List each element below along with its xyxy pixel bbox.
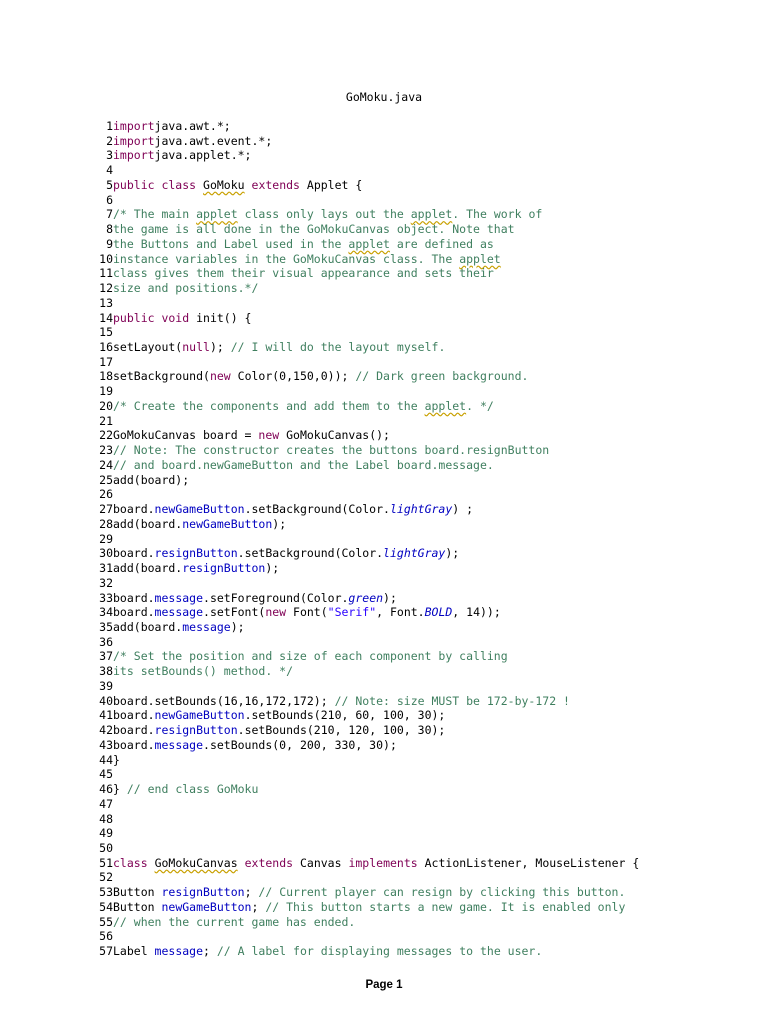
line-number: 52 bbox=[99, 870, 113, 885]
code-token: .setBounds(0, 200, 330, 30); bbox=[203, 737, 397, 752]
code-token: GoMoku bbox=[203, 177, 245, 192]
code-token: public void bbox=[113, 310, 190, 325]
code-text bbox=[113, 414, 754, 429]
line-number: 19 bbox=[99, 384, 113, 399]
code-line bbox=[94, 591, 754, 606]
line-number: 37 bbox=[99, 649, 113, 664]
code-token: implements bbox=[348, 855, 418, 870]
code-text bbox=[113, 428, 754, 443]
code-token: /* Create the components and add them to the bbox=[113, 398, 425, 413]
code-line bbox=[94, 458, 754, 473]
code-token: ); bbox=[265, 561, 280, 576]
code-text bbox=[113, 605, 754, 620]
line-number: 29 bbox=[99, 531, 113, 546]
code-text bbox=[113, 266, 754, 281]
line-number: 39 bbox=[99, 678, 113, 693]
code-text bbox=[113, 576, 754, 591]
code-text bbox=[113, 252, 754, 267]
code-line bbox=[94, 384, 754, 399]
code-line bbox=[94, 369, 754, 384]
code-token: // Note: size MUST be 172-by-172 ! bbox=[334, 693, 570, 708]
code-line bbox=[94, 767, 754, 782]
code-text bbox=[113, 487, 754, 502]
code-text bbox=[113, 340, 754, 355]
code-text bbox=[113, 163, 754, 178]
code-line bbox=[94, 885, 754, 900]
code-token: applet bbox=[424, 398, 467, 413]
line-number: 20 bbox=[99, 398, 113, 413]
code-token: add(board. bbox=[113, 561, 183, 576]
code-text bbox=[113, 134, 754, 149]
code-line bbox=[94, 281, 754, 296]
code-token: resignButton bbox=[182, 561, 266, 576]
line-number: 3 bbox=[106, 148, 113, 163]
code-line bbox=[94, 826, 754, 841]
line-number: 6 bbox=[106, 192, 113, 207]
code-text bbox=[113, 915, 754, 930]
code-text bbox=[113, 812, 754, 827]
code-token: // and board.newGameButton and the Label board.message. bbox=[113, 457, 494, 472]
code-token: newGameButton bbox=[161, 899, 252, 914]
line-number: 23 bbox=[99, 443, 113, 458]
code-line bbox=[94, 812, 754, 827]
code-text bbox=[113, 546, 754, 561]
code-line bbox=[94, 134, 754, 149]
code-text bbox=[113, 237, 754, 252]
line-number: 47 bbox=[99, 796, 113, 811]
code-token: ); bbox=[383, 590, 397, 605]
code-token bbox=[245, 178, 252, 192]
code-token: /* The main bbox=[113, 207, 197, 222]
code-text bbox=[113, 694, 754, 709]
code-line bbox=[94, 753, 754, 768]
code-token: resignButton bbox=[161, 885, 245, 900]
line-number: 54 bbox=[99, 899, 113, 914]
code-token: java.applet.*; bbox=[154, 148, 252, 163]
code-text bbox=[113, 738, 754, 753]
code-line bbox=[94, 428, 754, 443]
code-line bbox=[94, 163, 754, 178]
code-token: BOLD bbox=[424, 605, 453, 620]
code-text bbox=[113, 473, 754, 488]
code-token: // end class GoMoku bbox=[126, 782, 259, 797]
code-text bbox=[113, 900, 754, 915]
line-number: 5 bbox=[106, 177, 113, 192]
code-line bbox=[94, 708, 754, 723]
line-number: 18 bbox=[99, 369, 113, 384]
code-token: java.awt.event.*; bbox=[154, 133, 273, 148]
code-token: lightGray bbox=[383, 546, 446, 561]
line-number: 24 bbox=[99, 457, 113, 472]
code-text bbox=[113, 561, 754, 576]
code-token: , Font. bbox=[376, 605, 425, 620]
code-line bbox=[94, 635, 754, 650]
code-token: // I will do the layout myself. bbox=[230, 340, 446, 355]
code-token: green bbox=[348, 590, 384, 605]
code-token: board. bbox=[113, 590, 155, 605]
code-token: Font( bbox=[286, 605, 328, 620]
code-token: ; bbox=[203, 944, 217, 959]
code-line bbox=[94, 207, 754, 222]
line-number: 51 bbox=[99, 855, 113, 870]
code-token: // Dark green background. bbox=[355, 369, 529, 384]
line-number: 15 bbox=[99, 325, 113, 340]
code-token: . The work of bbox=[452, 207, 543, 222]
code-token: newGameButton bbox=[154, 708, 245, 723]
code-line bbox=[94, 576, 754, 591]
code-text bbox=[113, 296, 754, 311]
line-number: 16 bbox=[99, 340, 113, 355]
line-number: 40 bbox=[99, 693, 113, 708]
code-line bbox=[94, 340, 754, 355]
code-token: // Note: The constructor creates the buttons board.resignButton bbox=[113, 443, 550, 458]
code-token: board. bbox=[113, 723, 155, 738]
code-token: GoMokuCanvas board = bbox=[113, 428, 259, 443]
code-token: , 14)); bbox=[452, 605, 501, 620]
code-token: .setBackground(Color. bbox=[244, 502, 390, 517]
code-token: board.setBounds(16,16,172,172); bbox=[113, 693, 335, 708]
line-number: 14 bbox=[99, 310, 113, 325]
code-token: java.awt.*; bbox=[154, 119, 231, 133]
code-token: board. bbox=[113, 546, 155, 561]
code-text bbox=[113, 767, 754, 782]
code-token bbox=[196, 178, 203, 192]
code-line bbox=[94, 649, 754, 664]
code-text bbox=[113, 944, 754, 959]
code-token: applet bbox=[348, 236, 390, 251]
code-line bbox=[94, 443, 754, 458]
code-token: ; bbox=[244, 885, 259, 900]
code-token: setBackground( bbox=[113, 369, 210, 384]
code-line bbox=[94, 193, 754, 208]
code-token: // when the current game has ended. bbox=[113, 914, 356, 929]
code-line bbox=[94, 782, 754, 797]
code-token: .setForeground(Color. bbox=[203, 590, 349, 605]
code-token bbox=[238, 856, 245, 870]
code-token: new bbox=[265, 605, 287, 620]
code-line bbox=[94, 502, 754, 517]
code-text bbox=[113, 311, 754, 326]
line-number: 48 bbox=[99, 811, 113, 826]
code-text bbox=[113, 929, 754, 944]
code-text bbox=[113, 178, 754, 193]
code-line bbox=[94, 679, 754, 694]
document-title: GoMoku.java bbox=[345, 90, 423, 104]
code-token: applet bbox=[459, 251, 501, 266]
code-text bbox=[113, 207, 754, 222]
code-token: extends bbox=[251, 177, 300, 192]
code-token: instance variables in the GoMokuCanvas class. The bbox=[113, 251, 460, 266]
code-text bbox=[113, 325, 754, 340]
code-token: .setFont( bbox=[203, 605, 266, 620]
code-token: are defined as bbox=[389, 236, 494, 251]
code-token: null bbox=[182, 340, 210, 355]
code-line bbox=[94, 915, 754, 930]
line-number: 46 bbox=[99, 782, 113, 797]
code-line bbox=[94, 723, 754, 738]
code-text bbox=[113, 532, 754, 547]
page-number: Page 1 bbox=[365, 979, 403, 991]
code-token: .setBounds(210, 120, 100, 30); bbox=[237, 723, 446, 738]
code-token: import bbox=[113, 119, 155, 133]
line-number: 50 bbox=[99, 840, 113, 855]
line-number: 41 bbox=[99, 708, 113, 723]
code-text bbox=[113, 119, 754, 134]
code-token: extends bbox=[244, 855, 294, 870]
code-line bbox=[94, 929, 754, 944]
line-number: 55 bbox=[99, 914, 113, 929]
code-text bbox=[113, 679, 754, 694]
code-text bbox=[113, 502, 754, 517]
code-text bbox=[113, 885, 754, 900]
code-token: "Serif" bbox=[327, 605, 377, 620]
code-line bbox=[94, 325, 754, 340]
code-line bbox=[94, 841, 754, 856]
line-number: 10 bbox=[99, 251, 113, 266]
code-line bbox=[94, 664, 754, 679]
code-text bbox=[113, 708, 754, 723]
code-token: newGameButton bbox=[182, 516, 273, 531]
code-token: message bbox=[154, 605, 204, 620]
line-number: 13 bbox=[99, 295, 113, 310]
code-line bbox=[94, 222, 754, 237]
code-token: lightGray bbox=[389, 502, 453, 517]
line-number: 57 bbox=[99, 944, 113, 959]
code-line bbox=[94, 797, 754, 812]
code-text bbox=[113, 355, 754, 370]
code-line bbox=[94, 252, 754, 267]
code-token: init() { bbox=[189, 310, 252, 325]
line-number: 2 bbox=[106, 133, 113, 148]
code-text bbox=[113, 458, 754, 473]
line-number: 4 bbox=[106, 163, 113, 178]
code-text bbox=[113, 664, 754, 679]
line-number: 26 bbox=[99, 487, 113, 502]
code-token: add(board); bbox=[113, 472, 190, 487]
line-number: 11 bbox=[99, 266, 113, 281]
code-text bbox=[113, 384, 754, 399]
code-token: setLayout( bbox=[113, 340, 183, 355]
code-token: ); bbox=[209, 340, 231, 355]
code-line bbox=[94, 944, 754, 959]
line-number: 17 bbox=[99, 354, 113, 369]
code-text bbox=[113, 369, 754, 384]
code-token: resignButton bbox=[154, 546, 238, 561]
code-line bbox=[94, 605, 754, 620]
line-number: 21 bbox=[99, 413, 113, 428]
line-number: 31 bbox=[99, 561, 113, 576]
line-number: 30 bbox=[99, 546, 113, 561]
line-number: 9 bbox=[106, 236, 113, 251]
code-line bbox=[94, 487, 754, 502]
code-text bbox=[113, 281, 754, 296]
code-token: Color(0,150,0)); bbox=[230, 369, 356, 384]
code-line bbox=[94, 561, 754, 576]
code-line bbox=[94, 148, 754, 163]
code-line bbox=[94, 178, 754, 193]
code-token: Button bbox=[113, 899, 162, 914]
code-token: resignButton bbox=[154, 723, 238, 738]
code-line bbox=[94, 738, 754, 753]
code-token: ); bbox=[272, 516, 294, 531]
code-text bbox=[113, 148, 754, 163]
code-token: board. bbox=[113, 708, 155, 723]
code-line bbox=[94, 311, 754, 326]
code-token: Label bbox=[113, 944, 155, 959]
code-token: new bbox=[209, 369, 231, 384]
code-token: public class bbox=[113, 177, 197, 192]
line-number: 56 bbox=[99, 929, 113, 944]
code-token: applet bbox=[196, 207, 238, 222]
code-token: the Buttons and Label used in the bbox=[113, 236, 349, 251]
code-token: add(board. bbox=[113, 516, 183, 531]
code-token: board. bbox=[113, 605, 155, 620]
code-token: add(board. bbox=[113, 619, 183, 634]
code-text bbox=[113, 443, 754, 458]
code-token: ); bbox=[230, 619, 245, 634]
line-number: 22 bbox=[99, 428, 113, 443]
line-number: 12 bbox=[99, 281, 113, 296]
code-line bbox=[94, 399, 754, 414]
line-number: 28 bbox=[99, 516, 113, 531]
code-text bbox=[113, 841, 754, 856]
code-line bbox=[94, 517, 754, 532]
code-line bbox=[94, 532, 754, 547]
code-token: board. bbox=[113, 737, 155, 752]
code-token bbox=[148, 856, 155, 870]
code-token: import bbox=[113, 148, 155, 163]
code-token: newGameButton bbox=[154, 502, 245, 517]
line-number: 35 bbox=[99, 619, 113, 634]
line-number: 38 bbox=[99, 664, 113, 679]
code-text bbox=[113, 753, 754, 768]
line-number: 7 bbox=[106, 207, 113, 222]
code-token: .setBounds(210, 60, 100, 30); bbox=[244, 708, 446, 723]
code-token: .setBackground(Color. bbox=[237, 546, 384, 561]
code-text bbox=[113, 723, 754, 738]
code-token: Applet { bbox=[299, 177, 363, 192]
code-line bbox=[94, 473, 754, 488]
code-token: Canvas bbox=[293, 855, 349, 870]
line-number: 45 bbox=[99, 767, 113, 782]
code-token: class bbox=[113, 855, 148, 870]
code-line bbox=[94, 870, 754, 885]
code-token: its setBounds() method. */ bbox=[113, 664, 294, 679]
code-token: ; bbox=[251, 899, 266, 914]
line-number: 1 bbox=[106, 119, 113, 133]
line-number: 8 bbox=[106, 222, 113, 237]
code-text bbox=[113, 635, 754, 650]
code-token: } bbox=[113, 782, 127, 797]
line-number: 43 bbox=[99, 737, 113, 752]
line-number: 27 bbox=[99, 502, 113, 517]
code-line bbox=[94, 620, 754, 635]
code-token: message bbox=[154, 944, 204, 959]
code-line bbox=[94, 296, 754, 311]
code-token: GoMokuCanvas(); bbox=[279, 428, 390, 443]
code-token: // Current player can resign by clicking this button. bbox=[258, 885, 626, 900]
code-token: class only lays out the bbox=[237, 207, 411, 222]
line-number: 25 bbox=[99, 472, 113, 487]
code-text bbox=[113, 649, 754, 664]
code-token: // This button starts a new game. It is enabled only bbox=[265, 899, 626, 914]
code-token: size and positions.*/ bbox=[113, 281, 259, 296]
code-text bbox=[113, 222, 754, 237]
code-token: the game is all done in the GoMokuCanvas object. Note that bbox=[113, 222, 515, 237]
code-token: // A label for displaying messages to the user. bbox=[216, 944, 543, 959]
code-line bbox=[94, 119, 754, 134]
code-line bbox=[94, 414, 754, 429]
code-token: import bbox=[113, 133, 155, 148]
code-listing bbox=[94, 119, 754, 959]
code-token: ) ; bbox=[452, 502, 474, 517]
code-token: } bbox=[113, 752, 120, 767]
code-token: message bbox=[182, 619, 231, 634]
code-text bbox=[113, 193, 754, 208]
code-line bbox=[94, 355, 754, 370]
code-line bbox=[94, 237, 754, 252]
code-token: ); bbox=[445, 546, 460, 561]
code-text bbox=[113, 782, 754, 797]
line-number: 49 bbox=[99, 826, 113, 841]
code-line bbox=[94, 694, 754, 709]
code-token: message bbox=[154, 590, 204, 605]
code-token: GoMokuCanvas bbox=[154, 855, 238, 870]
code-token: applet bbox=[410, 207, 453, 222]
code-token: board. bbox=[113, 502, 155, 517]
code-token: ActionListener, MouseListener { bbox=[417, 855, 640, 870]
code-text bbox=[113, 856, 754, 871]
code-token: . */ bbox=[466, 398, 494, 413]
line-number: 36 bbox=[99, 634, 113, 649]
code-text bbox=[113, 620, 754, 635]
line-number: 44 bbox=[99, 752, 113, 767]
code-text bbox=[113, 517, 754, 532]
line-number: 32 bbox=[99, 575, 113, 590]
line-number: 42 bbox=[99, 723, 113, 738]
code-text bbox=[113, 399, 754, 414]
code-token: /* Set the position and size of each component by calling bbox=[113, 649, 508, 664]
code-text bbox=[113, 826, 754, 841]
code-token: message bbox=[154, 737, 204, 752]
line-number: 34 bbox=[99, 605, 113, 620]
code-line bbox=[94, 900, 754, 915]
code-token: class gives them their visual appearance and sets their bbox=[113, 266, 494, 281]
code-line bbox=[94, 266, 754, 281]
code-token: new bbox=[258, 428, 280, 443]
line-number: 53 bbox=[99, 885, 113, 900]
line-number: 33 bbox=[99, 590, 113, 605]
code-line bbox=[94, 856, 754, 871]
code-line bbox=[94, 546, 754, 561]
code-text bbox=[113, 797, 754, 812]
code-token: Button bbox=[113, 885, 162, 900]
code-text bbox=[113, 870, 754, 885]
code-text bbox=[113, 591, 754, 606]
